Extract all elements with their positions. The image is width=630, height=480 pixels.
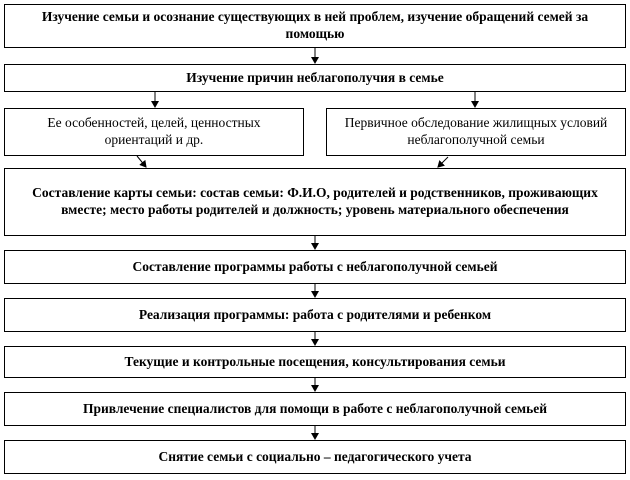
arrow-left-to-card — [137, 156, 146, 167]
step-visits-text: Текущие и контрольные посещения, консультирования семьи — [124, 353, 506, 369]
arrow-right-to-card — [438, 157, 448, 167]
step-program-implement-text: Реализация программы: работа с родителями и ребенком — [138, 306, 492, 322]
step-family-card-text: Составление карты семьи: состав семьи: Ф.И.О, родителей и родственников, проживающих вместе; место работы родителей и должность; уровень материального обеспечения — [32, 185, 598, 217]
step-housing-survey-text: Первичное обследование жилищных условий неблагополучной семьи — [344, 115, 608, 147]
step-specialists-text: Привлечение специалистов для помощи в работе с неблагополучной семьей — [82, 400, 548, 416]
step-program-compose-text: Составление программы работы с неблагополучной семьей — [132, 258, 498, 274]
step-study-family-text: Изучение семьи и осознание существующих в ней проблем, изучение обращений семей за помощью — [41, 9, 589, 41]
step-deregistration-text: Снятие семьи с социально – педагогического учета — [158, 448, 472, 464]
step-study-causes-text: Изучение причин неблагополучия в семье — [186, 69, 444, 85]
step-features-text: Ее особенностей, целей, ценностных ориентаций и др. — [47, 115, 261, 147]
